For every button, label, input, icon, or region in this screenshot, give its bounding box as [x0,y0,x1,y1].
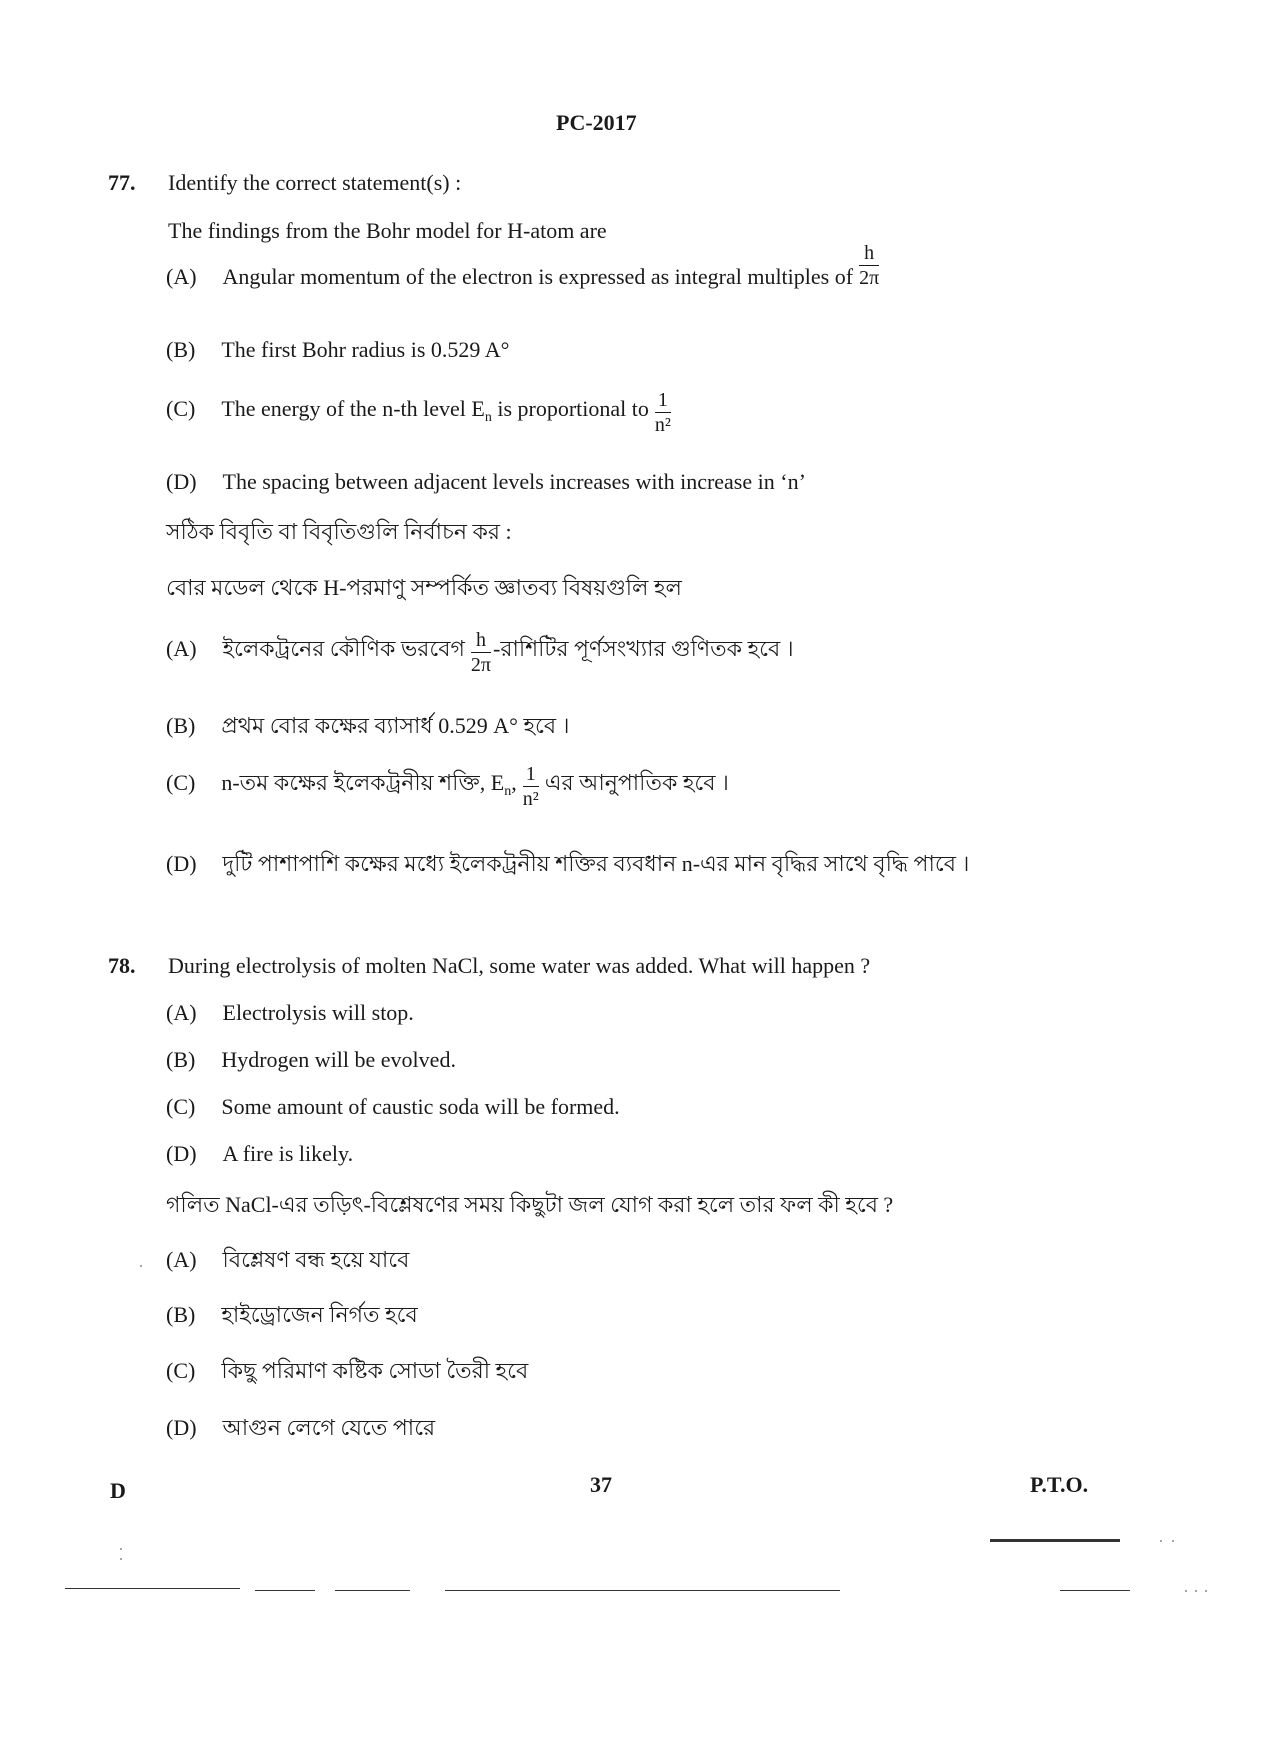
option-label: (D) [166,1415,197,1440]
option-text: The energy of the n-th level E [221,396,485,422]
option-label: (B) [166,713,196,738]
option-d-bn [166,1411,435,1448]
option-text: ইলেকট্রনের কৌণিক ভরবেগ [222,636,465,662]
option-label: (B) [166,1047,196,1072]
fraction-h-over-2pi: $\frac{h}{2\pi}$ [470,629,492,676]
option-text: বিশ্লেষণ বন্ধ হয়ে যাবে [222,1247,410,1272]
question-context-en: The findings from the Bohr model for H-atom are [168,218,607,243]
option-text: আগুন লেগে যেতে পারে [222,1415,436,1440]
scan-speck [120,1548,122,1550]
option-label: (B) [166,1302,196,1327]
option-text: দুটি পাশাপাশি কক্ষের মধ্যে ইলেকট্রনীয় শক্তির ব্যবধান n-এর মান বৃদ্ধির সাথে বৃদ্ধি পাবে । [222,851,970,876]
option-text: এর আনুপাতিক হবে । [544,770,729,796]
option-text: The spacing between adjacent levels increases with increase in ‘n’ [222,469,806,494]
option-text: A fire is likely. [222,1141,354,1166]
subscript: n [484,410,492,426]
option-label: (C) [166,770,196,796]
option-label: (A) [166,636,197,662]
question-prompt-bn: সঠিক বিবৃতি বা বিবৃতিগুলি নির্বাচন কর : [166,519,512,544]
question-context-bn: বোর মডেল থেকে H-পরমাণু সম্পর্কিত জ্ঞাতব্য বিষয়গুলি হল [166,575,682,600]
option-text: Electrolysis will stop. [222,1000,414,1025]
option-a-bn [166,630,794,675]
option-text: n-তম কক্ষের ইলেকট্রনীয় শক্তি, E [221,770,505,796]
option-label: (C) [166,396,196,422]
scan-rule [1060,1590,1130,1591]
option-label: (B) [166,337,196,362]
scan-speck [1185,1590,1187,1592]
question-number: 78. [108,953,136,978]
footer-set-code: D [110,1478,126,1503]
option-label: (D) [166,851,197,876]
scan-speck [1195,1590,1197,1592]
option-text: , [511,770,517,796]
option-text: -রাশিটির পূর্ণসংখ্যার গুণিতক হবে । [493,636,794,662]
scan-rule [990,1539,1120,1542]
fraction-1-over-n2: $\frac{1}{\text{n²}}$ [654,389,671,436]
scan-rule [255,1590,315,1591]
option-c-bn [166,764,729,809]
page-number: 37 [590,1472,612,1497]
option-label: (D) [166,1141,197,1166]
scan-speck [1160,1540,1162,1542]
option-text: হাইড্রোজেন নির্গত হবে [221,1302,418,1327]
option-text: Some amount of caustic soda will be formed. [221,1094,620,1119]
page-header-code: PC-2017 [556,110,637,135]
option-text: কিছু পরিমাণ কষ্টিক সোডা তৈরী হবে [221,1358,529,1383]
option-label: (A) [166,264,197,289]
option-text: প্রথম বোর কক্ষের ব্যাসার্ধ 0.529 A° হবে । [221,713,570,738]
fraction-h-over-2pi: $\frac{h}{2\pi}$ [859,241,880,289]
scan-rule [445,1590,840,1591]
scan-rule [65,1588,240,1589]
option-label: (A) [166,1247,197,1272]
scan-speck [120,1558,122,1560]
subscript: n [504,784,512,800]
option-c-bn [166,1354,528,1391]
option-text: Hydrogen will be evolved. [221,1047,456,1072]
option-b-bn [166,1298,418,1335]
option-d-en [166,1141,353,1167]
option-a-bn [166,1243,409,1280]
scan-speck [140,1265,142,1267]
scan-speck [1172,1540,1174,1542]
option-d-en [166,469,806,495]
option-d-bn [166,847,969,884]
option-b-en [166,337,509,363]
option-a-en [166,1000,414,1026]
question-prompt-bn: গলিত NaCl-এর তড়িৎ-বিশ্লেষণের সময় কিছুটা জল যোগ করা হলে তার ফল কী হবে ? [166,1192,894,1217]
option-text: is proportional to [491,396,649,422]
option-c-en [166,390,673,435]
question-number: 77. [108,170,136,195]
option-b-bn [166,709,569,746]
option-text: Angular momentum of the electron is expressed as integral multiples of [222,264,854,289]
question-prompt-en: Identify the correct statement(s) : [168,170,462,195]
pto-label: P.T.O. [1030,1472,1089,1497]
option-c-en [166,1094,620,1120]
option-label: (D) [166,469,197,494]
scan-speck [1205,1590,1207,1592]
scan-rule [335,1590,410,1591]
option-label: (C) [166,1094,196,1119]
option-label: (A) [166,1000,197,1025]
option-a-en [166,241,881,290]
fraction-1-over-n2: $\frac{1}{\text{n²}}$ [522,763,539,810]
question-prompt-en: During electrolysis of molten NaCl, some water was added. What will happen ? [168,953,871,978]
option-label: (C) [166,1358,196,1383]
option-text: The first Bohr radius is 0.529 A° [221,337,510,362]
option-b-en [166,1047,456,1073]
